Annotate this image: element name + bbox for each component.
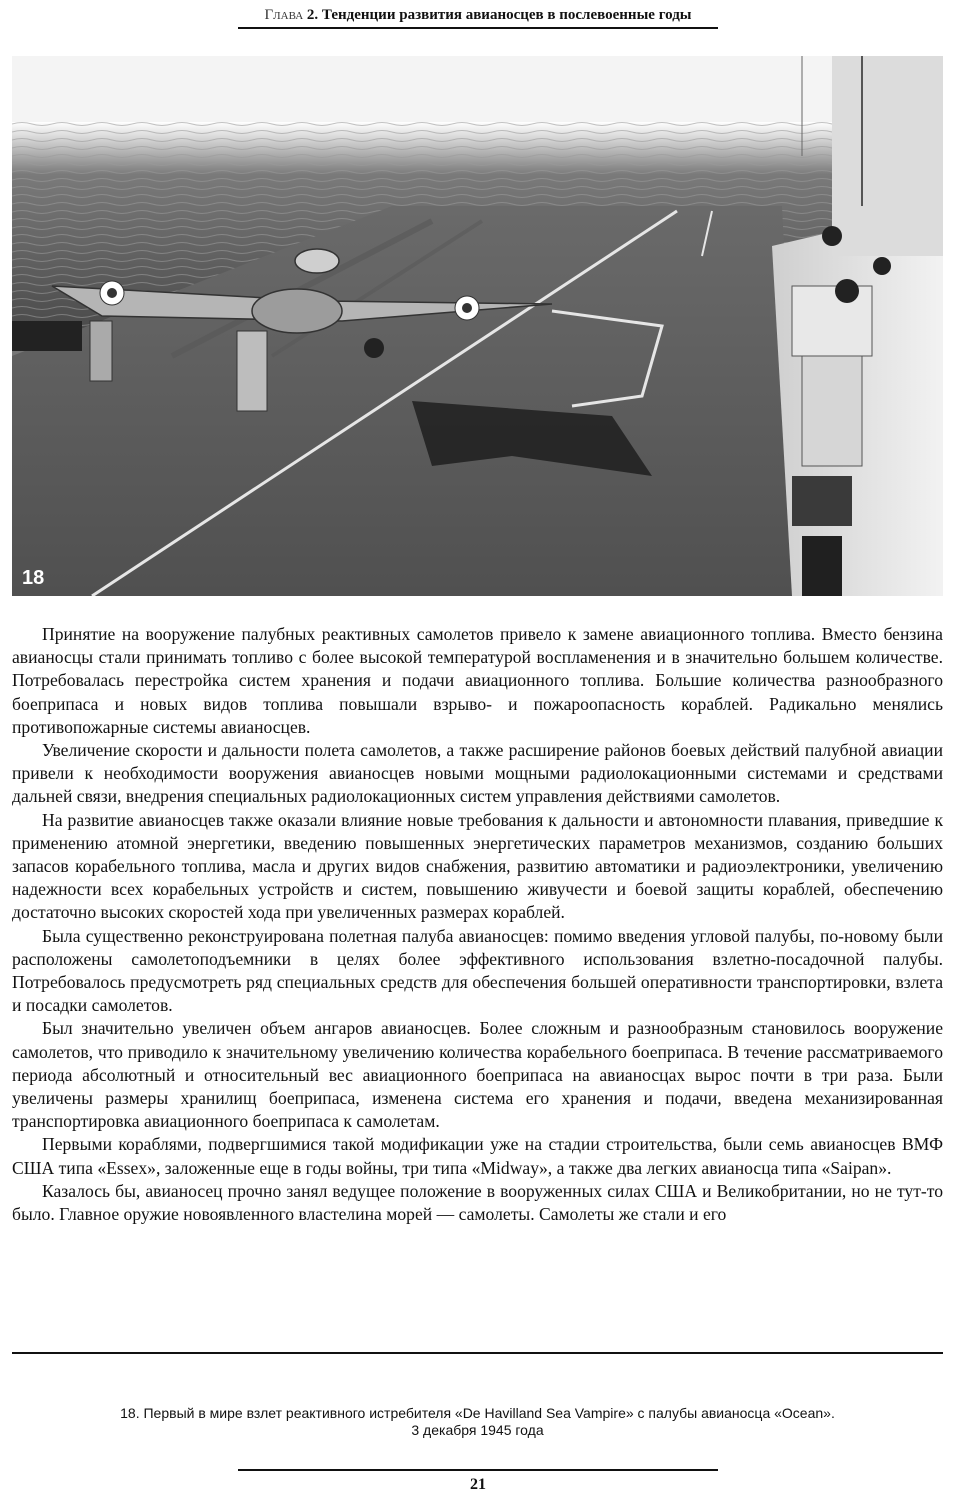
chapter-title: Тенденции развития авианосцев в послевоенные годы — [321, 7, 692, 23]
chapter-label: Глава — [264, 7, 304, 23]
header-rule — [238, 27, 718, 29]
running-header — [238, 6, 718, 24]
carrier-takeoff-photo — [12, 56, 943, 596]
photo-figure-18 — [12, 56, 943, 596]
paragraph: Казалось бы, авианосец прочно занял ведущее положение в вооруженных силах США и Великобритании, но не тут-то было. Главное оружие новоявленного властелина морей — самолеты. Самолеты же стали и его — [12, 1180, 943, 1225]
superstructure — [832, 56, 943, 256]
parked-aircraft — [12, 321, 82, 351]
page-number: 21 — [470, 1476, 486, 1493]
caption-line-2: 3 декабря 1945 года — [411, 1422, 544, 1438]
photo-number: 18 — [22, 567, 45, 589]
footer-rule — [12, 1352, 943, 1354]
figure-caption — [12, 1405, 943, 1439]
caption-line-1: 18. Первый в мире взлет реактивного истребителя «De Havilland Sea Vampire» с палубы авианосца «Ocean». — [120, 1405, 835, 1421]
paragraph: На развитие авианосцев также оказали влияние новые требования к дальности и автономности плавания, приведшие к применению атомной энергетики, введению повышенных энергетических параметров механизмов, созданию больших запасов корабельного топлива, масла и других видов снабжения, развитию автоматики и радиоэлектроники, увеличению надежности всех корабельных устройств и систем, повышению живучести и боевой защиты кораблей, обеспечению достаточно высоких скоростей хода при увеличенных размерах кораблей. — [12, 809, 943, 923]
sky — [12, 56, 943, 122]
paragraph: Принятие на вооружение палубных реактивных самолетов привело к замене авиационного топлива. Вместо бензина авианосцы стали принимать топливо с более высокой температурой воспламенения и в значительно большем количестве. Потребовалась перестройка систем хранения и подачи авиационного топлива. Большие количества разнообразного боеприпаса и новых видов топлива повышали взрыво- и пожароопасность кораблей. Радикально менялись противопожарные системы авианосцев. — [12, 624, 943, 737]
article-body — [12, 623, 943, 1226]
chapter-number: 2. — [306, 7, 319, 23]
paragraph: Увеличение скорости и дальности полета самолетов, а также расширение районов боевых действий палубной авиации привели к необходимости вооружения авианосцев новыми мощными радиолокационными системами и средствами дальней связи, внедрения специальных радиолокационных систем управления действиями самолетов. — [12, 740, 943, 807]
paragraph: Первыми кораблями, подвергшимися такой модификации уже на стадии строительства, были семь авианосцев ВМФ США типа «Essex», заложенные еще в годы войны, три типа «Midway», а также два легких авианосца типа «Saipan». — [12, 1134, 943, 1178]
paragraph: Была существенно реконструирована полетная палуба авианосцев: помимо введения угловой палубы, по-новому были расположены самолетоподъемники в целях более эффективного использования взлетно-посадочной палубы. Потребовалось предусмотреть ряд специальных средств для обеспечения большей оперативности транспортировки, взлета и посадки самолетов. — [12, 925, 943, 1016]
page-number-rule — [238, 1469, 718, 1471]
paragraph: Был значительно увеличен объем ангаров авианосцев. Более сложным и разнообразным становилось вооружение самолетов, что приводило к значительному увеличению количества корабельного боеприпаса. В течение рассматриваемого периода абсолютный и относительный вес авиационного боеприпаса на авианосцах вырос почти в три раза. Были увеличены размеры хранилищ боеприпаса, изменена система его хранения и подачи, введена механизированная транспортировка авиационного боеприпаса к самолетам. — [12, 1018, 943, 1132]
